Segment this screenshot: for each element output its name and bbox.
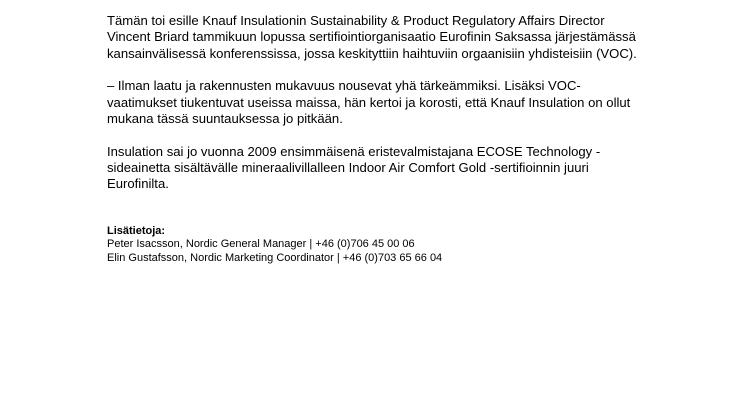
contact-heading: Lisätietoja: (107, 224, 166, 237)
paragraph-quote: – Ilman laatu ja rakennusten mukavuus nousevat yhä tärkeämmiksi. Lisäksi VOC-vaatimukset tiukentuvat useissa maissa, hän kertoi ja korosti, että Knauf Insulation on ollut mukana tässä suuntauksessa jo pitkään. (107, 78, 631, 126)
contact-line-elin: Elin Gustafsson, Nordic Marketing Coordinator | +46 (0)703 65 66 04 (107, 251, 443, 264)
contact-line-peter: Peter Isacsson, Nordic General Manager | +46 (0)706 45 00 06 (107, 238, 415, 251)
contact-info (107, 225, 637, 266)
paragraph-certification: Insulation sai jo vuonna 2009 ensimmäisenä eristevalmistajana ECOSE Technology -sideainetta sisältävälle mineraalivillalleen Indoor Air Comfort Gold -sertifioinnin juuri Eurofinilta. (107, 143, 601, 192)
document-page (107, 13, 637, 265)
paragraph-intro: Tämän toi esille Knauf Insulationin Sustainability & Product Regulatory Affairs Director Vincent Briard tammikuun lopussa sertifiointiorganisaatio Eurofinin Saksassa järjestämässä kansainvälisessä konferenssissa, jossa keskityttiin haihtuviin orgaanisiin yhdisteisiin (VOC). (107, 13, 637, 61)
